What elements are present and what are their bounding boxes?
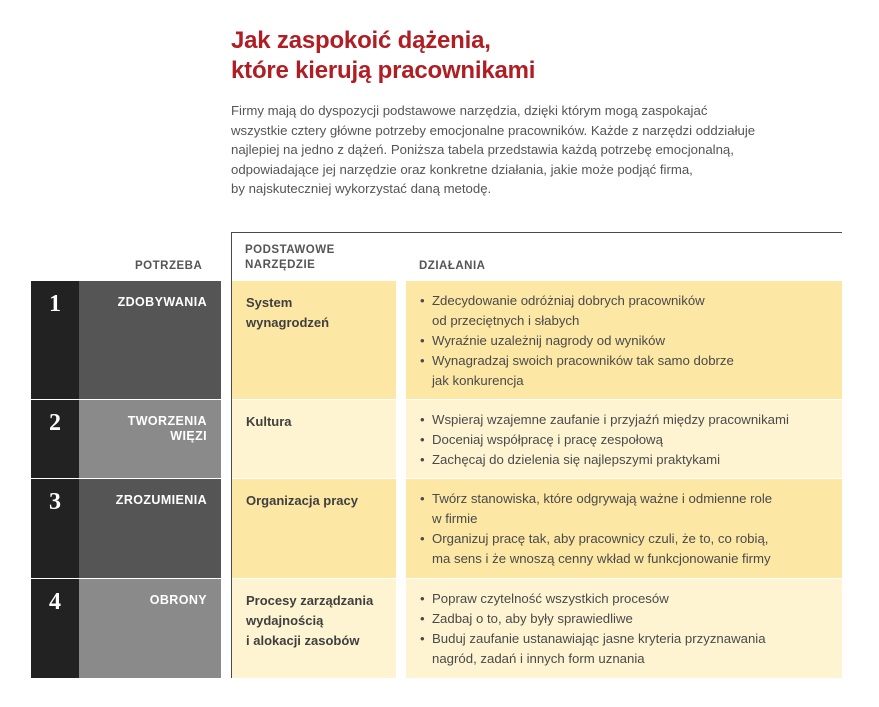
action-line: • Doceniaj współpracę i pracę zespołową [432, 432, 663, 447]
tool-line: wynagrodzeń [246, 315, 330, 330]
need-line: WIĘZI [170, 429, 207, 443]
action-line: • Wynagradzaj swoich pracowników tak samo dobrze [432, 353, 734, 368]
need-label [150, 593, 207, 608]
actions-cell [406, 281, 842, 399]
row-number: 1 [49, 291, 61, 317]
action-line: • Zdecydowanie odróżniaj dobrych pracowników [432, 293, 705, 308]
table-row [31, 579, 842, 678]
title-line: Jak zaspokoić dążenia, [231, 27, 491, 54]
need-line: ZDOBYWANIA [117, 295, 207, 309]
actions-list [420, 291, 734, 391]
row-number-cell [31, 400, 79, 478]
need-label [128, 414, 207, 444]
action-line: nagród, zadań i innych form uznania [432, 651, 645, 666]
table-row [31, 479, 842, 578]
tool-cell [232, 579, 396, 678]
actions-cell [406, 479, 842, 578]
tool-label [246, 591, 396, 651]
tool-label [246, 412, 396, 432]
need-cell [79, 400, 221, 478]
need-cell [79, 479, 221, 578]
need-cell [79, 579, 221, 678]
actions-cell [406, 579, 842, 678]
tool-line: wydajnością [246, 613, 324, 628]
action-line: • Twórz stanowiska, które odgrywają ważne i odmienne role [432, 491, 773, 506]
row-number-cell [31, 281, 79, 399]
actions-list [420, 589, 766, 669]
intro-line: najlepiej na jedno z dążeń. Poniższa tabela przedstawia każdą potrzebę emocjonalną, [231, 142, 734, 158]
intro-line: by najskuteczniej wykorzystać daną metodę. [231, 181, 492, 197]
row-number: 3 [49, 489, 61, 515]
action-item [420, 489, 772, 529]
tool-line: Procesy zarządzania [246, 593, 374, 608]
header-need: POTRZEBA [135, 260, 203, 272]
header-tool-line: PODSTAWOWE [245, 244, 335, 256]
action-line: ma sens i że wnoszą cenny wkład w funkcjonowanie firmy [432, 551, 771, 566]
tool-line: i alokacji zasobów [246, 633, 360, 648]
tool-line: Organizacja pracy [246, 493, 358, 508]
tool-label [246, 293, 396, 333]
actions-list [420, 489, 772, 569]
row-number: 4 [49, 589, 61, 615]
actions-list [420, 410, 789, 470]
tool-cell [232, 281, 396, 399]
action-item [420, 410, 789, 430]
need-line: ZROZUMIENIA [115, 493, 207, 507]
intro-line: odpowiadające jej narzędzie oraz konkretne działania, jakie może podjąć firma, [231, 161, 693, 177]
table-top-rule [231, 232, 842, 233]
actions-cell [406, 400, 842, 478]
row-number: 2 [49, 410, 61, 436]
need-label [116, 493, 207, 508]
action-line: • Zadbaj o to, aby były sprawiedliwe [432, 611, 633, 626]
need-line: TWORZENIA [127, 414, 207, 428]
header-actions: DZIAŁANIA [419, 260, 486, 272]
action-item [420, 331, 734, 351]
action-item [420, 529, 772, 569]
action-line: od przeciętnych i słabych [432, 313, 580, 328]
action-line: • Wyraźnie uzależnij nagrody od wyników [432, 333, 665, 348]
action-line: • Organizuj pracę tak, aby pracownicy czuli, że to, co robią, [432, 531, 769, 546]
action-item [420, 291, 734, 331]
action-item [420, 351, 734, 391]
intro-line: Firmy mają do dyspozycji podstawowe narzędzia, dzięki którym mogą zaspokajać [231, 103, 708, 118]
action-item [420, 430, 789, 450]
page-title [231, 26, 535, 86]
action-line: w firmie [432, 511, 478, 526]
tool-label [246, 491, 396, 511]
tool-cell [232, 400, 396, 478]
action-item [420, 609, 766, 629]
tool-line: System [246, 295, 293, 310]
action-line: • Buduj zaufanie ustanawiając jasne kryteria przyznawania [432, 631, 766, 646]
header-tool [245, 243, 335, 273]
table-row [31, 281, 842, 399]
action-line: • Wspieraj wzajemne zaufanie i przyjaźń między pracownikami [432, 412, 789, 427]
need-label [118, 295, 207, 310]
action-item [420, 450, 789, 470]
row-number-cell [31, 579, 79, 678]
table-row [31, 400, 842, 478]
action-item [420, 589, 766, 609]
need-cell [79, 281, 221, 399]
title-line: które kierują pracownikami [231, 57, 536, 84]
action-line: • Zachęcaj do dzielenia się najlepszymi praktykami [432, 452, 721, 467]
intro-paragraph [231, 101, 791, 199]
row-number-cell [31, 479, 79, 578]
action-line: jak konkurencja [432, 373, 524, 388]
intro-line: wszystkie cztery główne potrzeby emocjonalne pracowników. Każde z narzędzi oddziałuje [231, 122, 756, 138]
header-tool-line: NARZĘDZIE [245, 259, 316, 271]
tool-cell [232, 479, 396, 578]
need-line: OBRONY [149, 593, 207, 607]
tool-line: Kultura [246, 414, 292, 429]
action-line: • Popraw czytelność wszystkich procesów [432, 591, 669, 606]
action-item [420, 629, 766, 669]
